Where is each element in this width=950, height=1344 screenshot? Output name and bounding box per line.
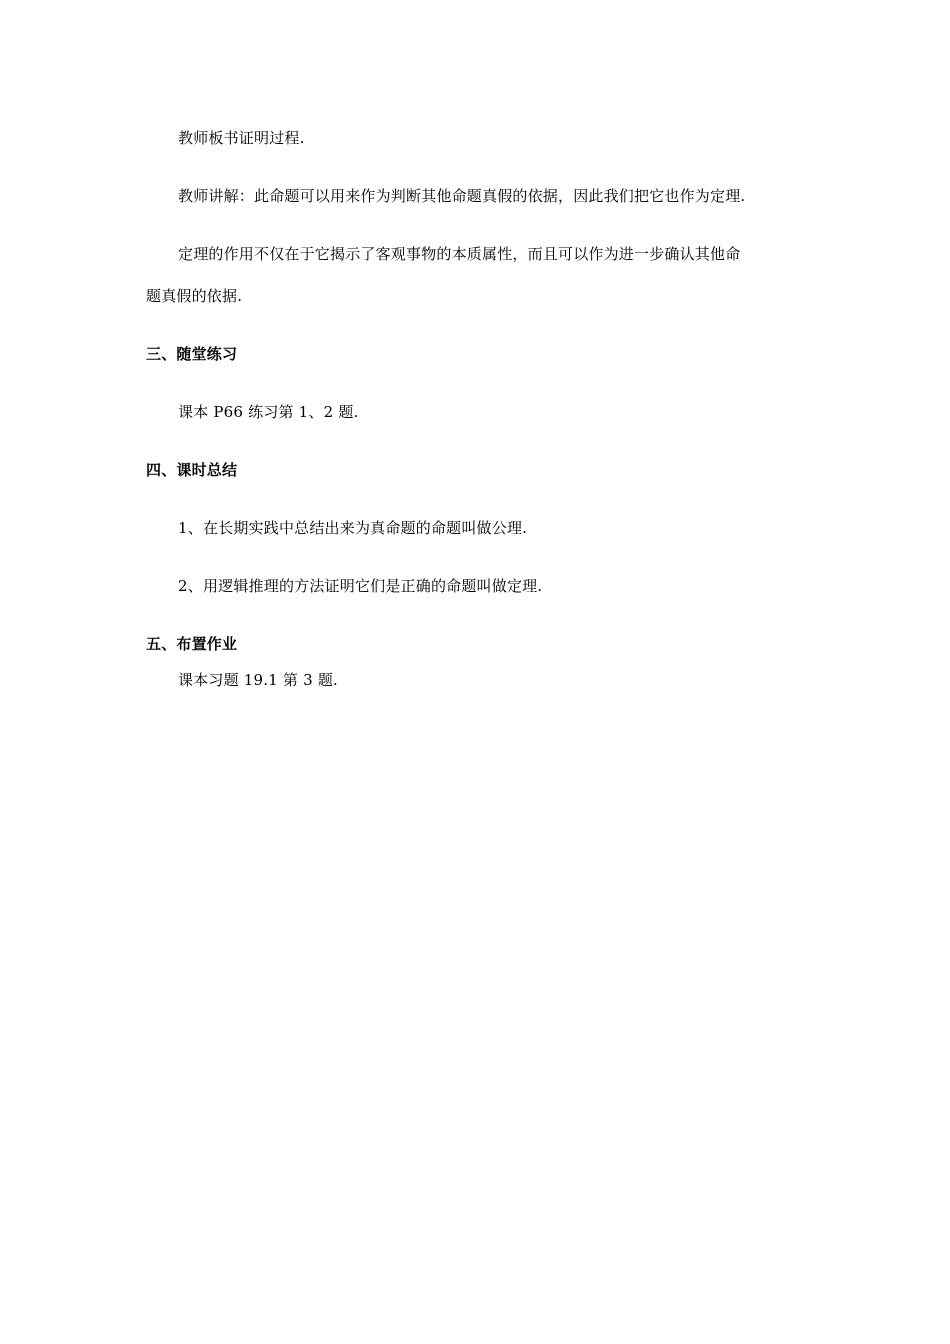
paragraph-teacher-explanation: 教师讲解：此命题可以用来作为判断其他命题真假的依据，因此我们把它也作为定理. [178, 187, 746, 205]
section-heading-homework: 五、布置作业 [146, 635, 238, 653]
summary-item-2: 2、用逻辑推理的方法证明它们是正确的命题叫做定理. [178, 577, 543, 595]
practice-text: 课本 P66 练习第 1、2 题. [178, 403, 359, 421]
paragraph-theorem-role-line2: 题真假的依据. [146, 287, 243, 305]
homework-text: 课本习题 19.1 第 3 题. [178, 671, 338, 689]
paragraph-theorem-role-line1: 定理的作用不仅在于它揭示了客观事物的本质属性，而且可以作为进一步确认其他命 [178, 245, 741, 263]
section-heading-practice: 三、随堂练习 [146, 345, 238, 363]
paragraph-board-proof: 教师板书证明过程. [178, 129, 305, 147]
summary-item-1: 1、在长期实践中总结出来为真命题的命题叫做公理. [178, 519, 528, 537]
section-heading-summary: 四、课时总结 [146, 461, 238, 479]
